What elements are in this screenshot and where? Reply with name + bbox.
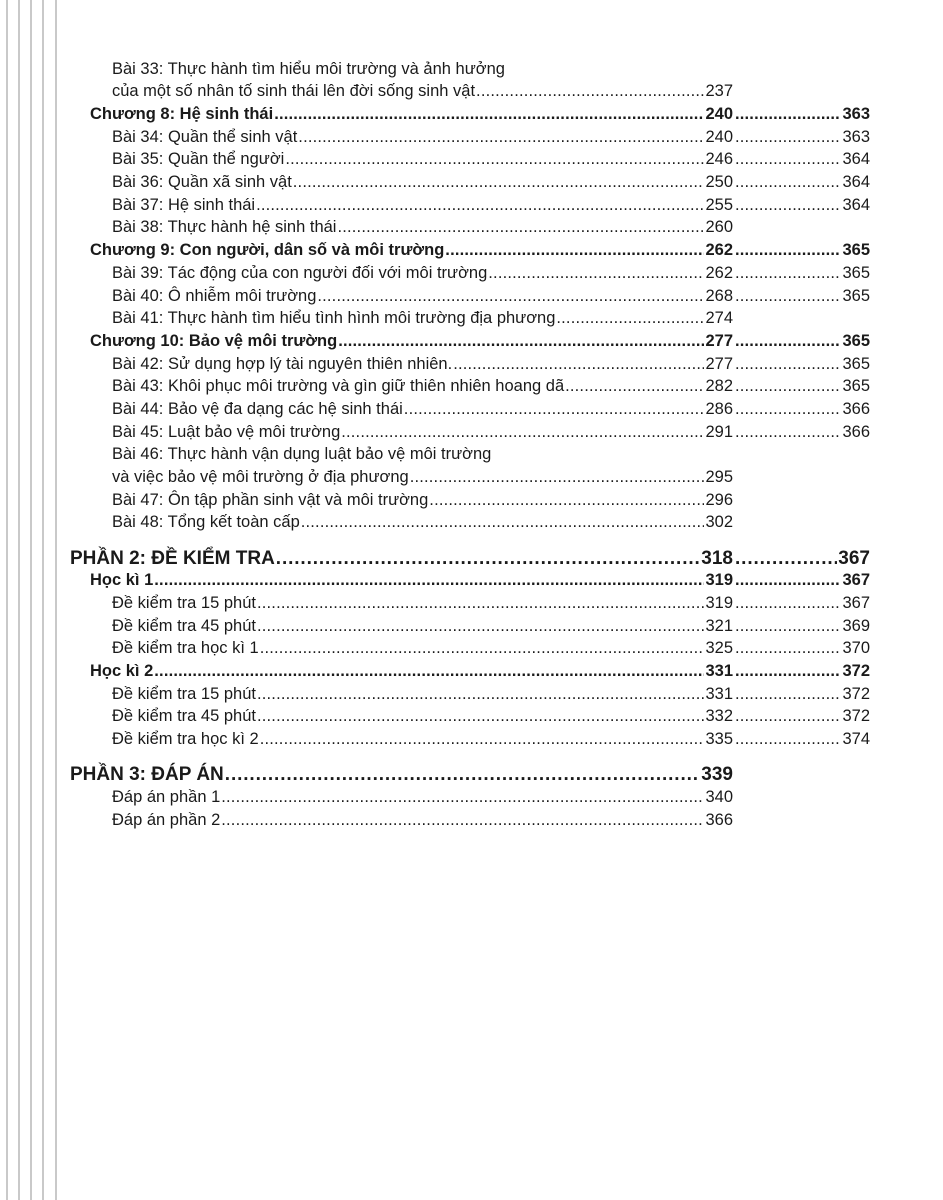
toc-answer-page-number: 365 — [842, 332, 870, 350]
dot-leader — [154, 662, 704, 681]
toc-answer-entry — [734, 423, 870, 445]
toc-answer-page-number: 365 — [842, 264, 870, 282]
toc-entry — [112, 423, 733, 445]
toc-entry-title: Bài 40: Ô nhiễm môi trường — [112, 287, 317, 305]
toc-answer-entry — [734, 241, 870, 263]
toc-page-number: 296 — [705, 491, 733, 509]
toc-entry — [112, 491, 733, 513]
toc-answer-entry — [734, 594, 870, 616]
toc-page-number: 340 — [705, 788, 733, 806]
toc-answer-entry — [734, 173, 870, 195]
toc-answer-entry — [734, 105, 870, 127]
toc-entry — [112, 196, 733, 218]
dot-leader — [429, 491, 704, 510]
toc-page-number: 255 — [705, 196, 733, 214]
toc-entry-title: Bài 46: Thực hành vận dụng luật bảo vệ môi trường — [112, 445, 492, 463]
dot-leader — [735, 423, 841, 442]
dot-leader — [556, 309, 704, 328]
dot-leader — [293, 173, 705, 192]
dot-leader — [410, 468, 705, 487]
toc-answer-page-number: 363 — [842, 105, 870, 123]
toc-entry-title: Bài 35: Quần thể người — [112, 150, 285, 168]
toc-answer-page-number: 365 — [842, 377, 870, 395]
toc-answer-entry — [734, 639, 870, 661]
toc-entry-title: PHẦN 2: ĐỀ KIỂM TRA — [70, 548, 275, 569]
toc-entry — [112, 788, 733, 810]
toc-answer-entry — [734, 571, 870, 593]
toc-answer-page-number: 370 — [842, 639, 870, 657]
dot-leader — [257, 685, 704, 704]
toc-entry — [90, 105, 733, 127]
toc-entry-title: Bài 33: Thực hành tìm hiểu môi trường và ảnh hưởng — [112, 60, 505, 78]
toc-answer-page-number: 374 — [842, 730, 870, 748]
toc-entry-title: Đáp án phần 2 — [112, 811, 221, 829]
toc-entry — [112, 730, 733, 752]
toc-page-number: 250 — [705, 173, 733, 191]
dot-leader — [260, 639, 705, 658]
toc-entry-title: Đề kiểm tra học kì 1 — [112, 639, 259, 657]
toc-answer-page-number: 372 — [842, 685, 870, 703]
toc-answer-entry — [734, 662, 870, 684]
toc-answer-page-number: 372 — [842, 707, 870, 725]
toc-page-number: 286 — [705, 400, 733, 418]
toc-answer-entry — [734, 730, 870, 752]
dot-leader — [221, 811, 704, 830]
toc-answer-entry — [734, 377, 870, 399]
toc-page-number: 335 — [705, 730, 733, 748]
toc-entry-title: Học kì 1 — [90, 571, 154, 589]
toc-entry-title: Chương 8: Hệ sinh thái — [90, 105, 274, 123]
toc-entry-title: và việc bảo vệ môi trường ở địa phương — [112, 468, 409, 486]
toc-answer-entry — [734, 264, 870, 286]
toc-page-number: 282 — [705, 377, 733, 395]
toc-page-number: 240 — [705, 105, 733, 123]
toc-entry-title: Bài 48: Tổng kết toàn cấp — [112, 513, 300, 531]
toc-entry — [112, 128, 733, 150]
toc-answer-page-number: 363 — [842, 128, 870, 146]
toc-entry — [112, 377, 733, 399]
dot-leader — [735, 128, 841, 147]
dot-leader — [735, 287, 841, 306]
dot-leader — [274, 105, 704, 124]
toc-answer-page-number: 366 — [842, 423, 870, 441]
dot-leader — [338, 332, 704, 351]
dot-leader — [735, 150, 841, 169]
toc-answer-page-number: 367 — [838, 548, 870, 569]
toc-entry — [112, 468, 733, 490]
toc-entry — [70, 764, 733, 786]
dot-leader — [298, 128, 704, 147]
toc-entry-title: Bài 41: Thực hành tìm hiểu tình hình môi trường địa phương — [112, 309, 556, 327]
toc-entry-title: Học kì 2 — [90, 662, 154, 680]
toc-entry-title: Bài 43: Khôi phục môi trường và gìn giữ thiên nhiên hoang dã — [112, 377, 565, 395]
toc-entry — [90, 662, 733, 684]
toc-entry — [112, 218, 733, 240]
toc-answer-entry — [734, 685, 870, 707]
toc-answer-entry — [734, 707, 870, 729]
dot-leader — [445, 241, 704, 260]
toc-entry — [112, 355, 733, 377]
toc-page-number: 260 — [705, 218, 733, 236]
dot-leader — [341, 423, 704, 442]
dot-leader — [476, 82, 704, 101]
dot-leader — [301, 513, 705, 532]
toc-entry — [112, 287, 733, 309]
toc-page-number: 240 — [705, 128, 733, 146]
toc-page-number: 319 — [705, 594, 733, 612]
toc-entry-title: Đáp án phần 1 — [112, 788, 221, 806]
dot-leader — [735, 332, 841, 351]
toc-page-number: 277 — [705, 332, 733, 350]
toc-entry — [90, 332, 733, 354]
toc-page-number: 331 — [705, 685, 733, 703]
toc-answer-entry — [734, 400, 870, 422]
toc-entry-title: Bài 34: Quần thể sinh vật — [112, 128, 298, 146]
toc-answer-page-number: 369 — [842, 617, 870, 635]
toc-entry-title: PHẦN 3: ĐÁP ÁN — [70, 764, 224, 785]
dot-leader — [735, 400, 841, 419]
toc-page-number: 332 — [705, 707, 733, 725]
dot-leader — [404, 400, 705, 419]
toc-answer-page-number: 367 — [842, 594, 870, 612]
toc-page-number: 291 — [705, 423, 733, 441]
toc-entry-title: Bài 45: Luật bảo vệ môi trường — [112, 423, 341, 441]
toc-answer-entry — [734, 332, 870, 354]
toc-page-number: 321 — [705, 617, 733, 635]
toc-answer-page-number: 365 — [842, 355, 870, 373]
toc-entry-title: Bài 42: Sử dụng hợp lý tài nguyên thiên nhiên. — [112, 355, 453, 373]
dot-leader — [488, 264, 704, 283]
toc-page-number: 318 — [701, 548, 733, 569]
dot-leader — [317, 287, 704, 306]
dot-leader — [735, 196, 841, 215]
toc-entry-title: Đề kiểm tra 15 phút — [112, 685, 256, 703]
dot-leader — [735, 173, 841, 192]
toc-entry-title: của một số nhân tố sinh thái lên đời sống sinh vật — [112, 82, 476, 100]
toc-entry-title: Bài 38: Thực hành hệ sinh thái — [112, 218, 337, 236]
dot-leader — [225, 764, 701, 786]
dot-leader — [735, 730, 841, 749]
toc-answer-page-number: 366 — [842, 400, 870, 418]
toc-entry — [112, 617, 733, 639]
toc-answer-page-number: 364 — [842, 150, 870, 168]
toc-entry — [90, 241, 733, 263]
toc-page-number: 325 — [705, 639, 733, 657]
dot-leader — [735, 707, 841, 726]
dot-leader — [735, 377, 841, 396]
toc-entry-title: Bài 39: Tác động của con người đối với môi trường — [112, 264, 488, 282]
toc-answer-entry — [734, 128, 870, 150]
toc-entry-title: Đề kiểm tra 45 phút — [112, 617, 256, 635]
toc-page-number: 277 — [705, 355, 733, 373]
toc-page-number: 295 — [705, 468, 733, 486]
toc-page-number: 237 — [705, 82, 733, 100]
toc-entry — [112, 811, 733, 833]
dot-leader — [257, 707, 704, 726]
dot-leader — [735, 639, 841, 658]
dot-leader — [154, 571, 704, 590]
toc-page-number: 302 — [705, 513, 733, 531]
toc-answer-entry — [734, 150, 870, 172]
toc-answer-entry — [734, 196, 870, 218]
toc-entry-title: Bài 44: Bảo vệ đa dạng các hệ sinh thái — [112, 400, 403, 418]
toc-entry — [112, 264, 733, 286]
toc-answer-entry — [734, 287, 870, 309]
dot-leader — [257, 594, 704, 613]
toc-answer-page-number: 367 — [842, 571, 870, 589]
toc-entry-title: Đề kiểm tra học kì 2 — [112, 730, 259, 748]
dot-leader — [735, 662, 841, 681]
toc-entry — [112, 309, 733, 331]
dot-leader — [285, 150, 704, 169]
toc-entry — [90, 571, 733, 593]
toc-entry-title: Chương 9: Con người, dân số và môi trường — [90, 241, 445, 259]
dot-leader — [260, 730, 705, 749]
dot-leader — [735, 571, 841, 590]
toc-page-number: 366 — [705, 811, 733, 829]
toc-entry — [112, 150, 733, 172]
dot-leader — [565, 377, 704, 396]
toc-entry — [112, 82, 733, 104]
toc-entry — [112, 707, 733, 729]
toc-entry — [112, 400, 733, 422]
dot-leader — [735, 617, 841, 636]
dot-leader — [735, 241, 841, 260]
toc-page-number: 274 — [705, 309, 733, 327]
toc-entry — [112, 639, 733, 661]
toc-entry-title: Bài 37: Hệ sinh thái — [112, 196, 256, 214]
toc-entry — [112, 173, 733, 195]
toc-answer-page-number: 365 — [842, 241, 870, 259]
toc-entry — [112, 685, 733, 707]
toc-entry-title: Bài 36: Quần xã sinh vật — [112, 173, 292, 191]
toc-page-number: 339 — [701, 764, 733, 785]
toc-answer-page-number: 365 — [842, 287, 870, 305]
dot-leader — [453, 355, 704, 374]
toc-page-number: 262 — [705, 264, 733, 282]
toc-page-number: 268 — [705, 287, 733, 305]
dot-leader — [735, 264, 841, 283]
dot-leader — [735, 685, 841, 704]
dot-leader — [735, 105, 841, 124]
toc-answer-page-number: 372 — [842, 662, 870, 680]
toc-page-number: 246 — [705, 150, 733, 168]
dot-leader — [257, 617, 704, 636]
toc-answer-entry — [734, 355, 870, 377]
toc-entry-title: Đề kiểm tra 15 phút — [112, 594, 256, 612]
toc-answer-page-number: 364 — [842, 173, 870, 191]
dot-leader — [337, 218, 704, 237]
toc-entry — [112, 594, 733, 616]
toc-page-number: 319 — [705, 571, 733, 589]
toc-entry-title: Đề kiểm tra 45 phút — [112, 707, 256, 725]
dot-leader — [276, 548, 701, 570]
toc-page-number: 331 — [705, 662, 733, 680]
toc-answer-page-number: 364 — [842, 196, 870, 214]
toc-answer-entry — [734, 617, 870, 639]
dot-leader — [735, 548, 837, 570]
dot-leader — [256, 196, 704, 215]
toc-entry-title: Chương 10: Bảo vệ môi trường — [90, 332, 338, 350]
toc-answer-entry — [734, 548, 870, 570]
toc-page-number: 262 — [705, 241, 733, 259]
dot-leader — [735, 355, 841, 374]
toc-entry — [112, 513, 733, 535]
dot-leader — [735, 594, 841, 613]
toc-entry — [70, 548, 733, 570]
dot-leader — [221, 788, 704, 807]
toc-entry-title: Bài 47: Ôn tập phần sinh vật và môi trường — [112, 491, 429, 509]
